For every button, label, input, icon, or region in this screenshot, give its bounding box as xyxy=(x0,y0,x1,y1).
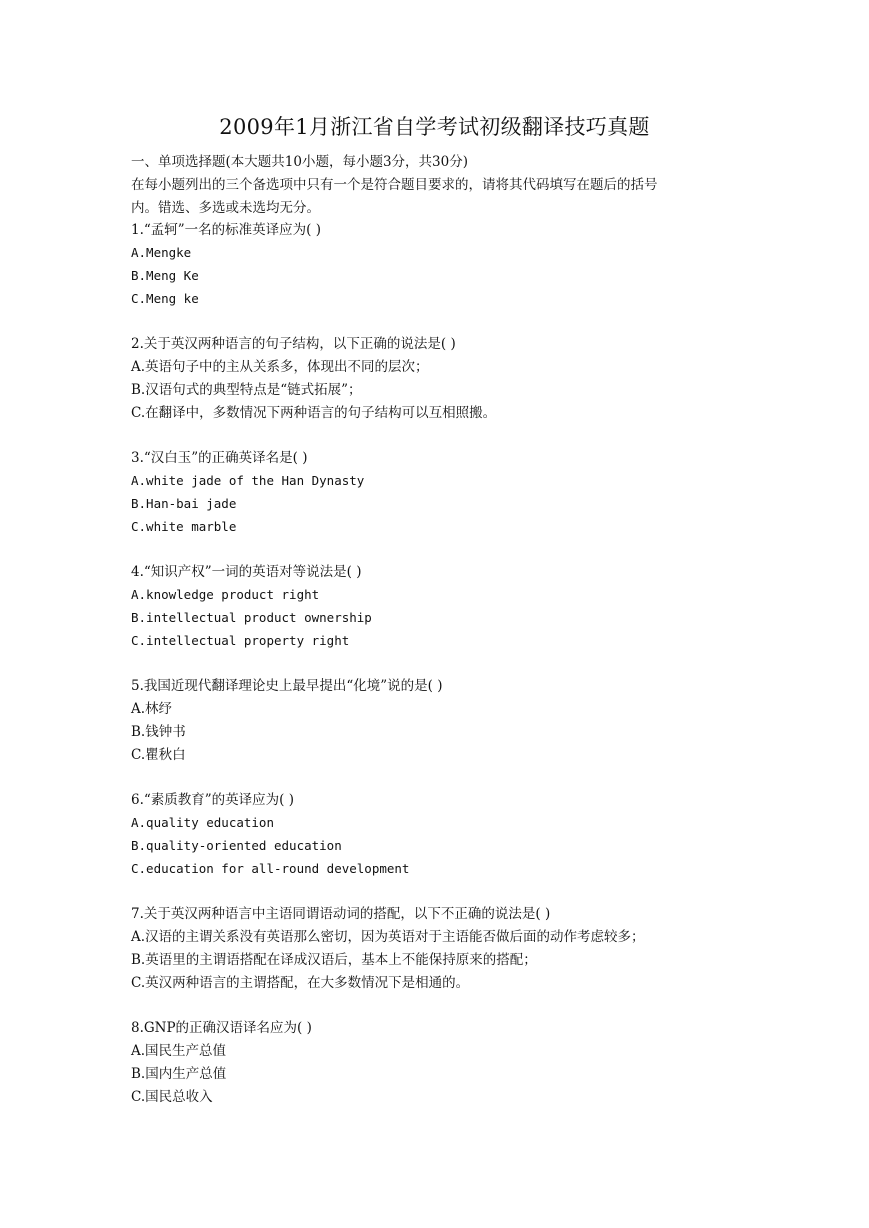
question-4 xyxy=(131,561,751,652)
option-b: B.钱钟书 xyxy=(131,723,186,740)
option-c: C.国民总收入 xyxy=(131,1088,213,1105)
question-stem: 8.GNP的正确汉语译名应为( ) xyxy=(131,1020,312,1037)
question-stem: 4.“知识产权”一词的英语对等说法是( ) xyxy=(131,564,362,581)
option-a: A.国民生产总值 xyxy=(131,1043,227,1060)
option-a: A.汉语的主谓关系没有英语那么密切，因为英语对于主语能否做后面的动作考虑较多； xyxy=(131,929,645,946)
question-stem: 5.我国近现代翻译理论史上最早提出“化境”说的是( ) xyxy=(131,678,443,695)
question-3 xyxy=(131,447,751,538)
option-c: C.Meng ke xyxy=(131,290,199,306)
question-8 xyxy=(131,1017,751,1108)
option-c: C.在翻译中，多数情况下两种语言的句子结构可以互相照搬。 xyxy=(131,404,497,421)
question-stem: 7.关于英汉两种语言中主语同谓语动词的搭配，以下不正确的说法是( ) xyxy=(131,906,551,923)
instructions-line: 内。错选、多选或未选均无分。 xyxy=(131,199,320,216)
question-stem: 2.关于英汉两种语言的句子结构，以下正确的说法是( ) xyxy=(131,336,456,353)
option-b: B.Meng Ke xyxy=(131,267,199,283)
question-7 xyxy=(131,903,751,994)
question-6 xyxy=(131,789,751,880)
question-stem: 6.“素质教育”的英译应为( ) xyxy=(131,792,295,809)
option-a: A.Mengke xyxy=(131,245,192,261)
option-a: A.林纾 xyxy=(131,701,173,718)
option-c: C.intellectual property right xyxy=(131,632,350,648)
section-heading: 一、单项选择题(本大题共10小题，每小题3分，共30分) xyxy=(131,154,468,170)
option-b: B.国内生产总值 xyxy=(131,1065,227,1082)
question-1 xyxy=(131,219,751,310)
option-c: C.英汉两种语言的主谓搭配，在大多数情况下是相通的。 xyxy=(131,974,470,991)
option-b: B.Han-bai jade xyxy=(131,495,237,511)
question-stem: 3.“汉白玉”的正确英译名是( ) xyxy=(131,450,308,467)
document-body xyxy=(131,151,751,1131)
option-b: B.intellectual product ownership xyxy=(131,609,372,625)
question-2 xyxy=(131,333,751,424)
option-a: A.white jade of the Han Dynasty xyxy=(131,473,365,489)
option-b: B.英语里的主谓语搭配在译成汉语后，基本上不能保持原来的搭配； xyxy=(131,951,537,968)
question-stem: 1.“孟轲”一名的标准英译应为( ) xyxy=(131,222,322,239)
option-b: B.汉语句式的典型特点是“链式拓展”； xyxy=(131,381,362,398)
option-c: C.white marble xyxy=(131,518,237,534)
option-b: B.quality-oriented education xyxy=(131,837,342,853)
option-a: A.knowledge product right xyxy=(131,587,320,603)
option-a: A.quality education xyxy=(131,815,274,831)
instructions-line: 在每小题列出的三个备选项中只有一个是符合题目要求的，请将其代码填写在题后的括号 xyxy=(131,176,658,193)
option-c: C.education for all-round development xyxy=(131,860,410,876)
question-5 xyxy=(131,675,751,766)
option-c: C.瞿秋白 xyxy=(131,746,186,763)
option-a: A.英语句子中的主从关系多，体现出不同的层次； xyxy=(131,359,429,376)
document-title: 2009年1月浙江省自学考试初级翻译技巧真题 xyxy=(219,115,650,139)
